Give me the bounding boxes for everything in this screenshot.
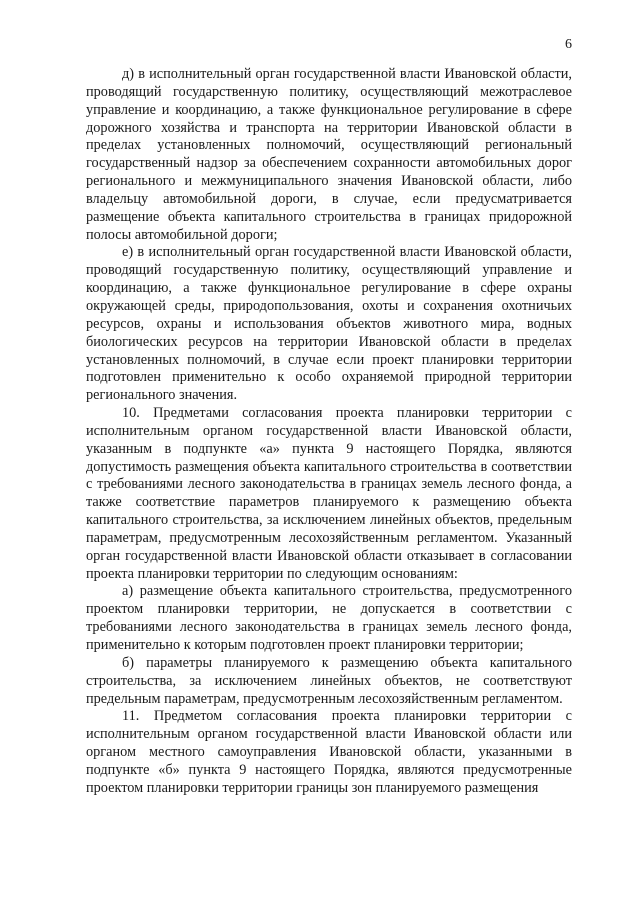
paragraph-10: 10. Предметами согласования проекта планировки территории с исполнительным органом государственной власти Ивановской области, указанным в подпункте «а» пункта 9 настоящего Порядка, являются допустимость размещения объекта капитального строительства в соответствии с требованиями лесного законодательства в границах земель лесного фонда, а также соответствие параметров планируемого к размещению объекта капитального строительства, за исключением линейных объектов, предельным параметрам, предусмотренным лесохозяйственным регламентом. Указанный орган государственной власти Ивановской области отказывает в согласовании проекта планировки территории по следующим основаниям:: [86, 405, 572, 582]
paragraph-10-b: б) параметры планируемого к размещению объекта капитального строительства, за исключением линейных объектов, не соответствуют предельным параметрам, предусмотренным лесохозяйственным регламентом.: [86, 654, 572, 707]
page-number: 6: [565, 37, 572, 52]
paragraph-d: д) в исполнительный орган государственной власти Ивановской области, проводящий государственную политику, осуществляющий межотраслевое управление и координацию, а также функциональное регулирование в сфере дорожного хозяйства и транспорта на территории Ивановской области в пределах установленных полномочий, осуществляющий региональный государственный надзор за обеспечением сохранности автомобильных дорог регионального и межмуниципального значения Ивановской области, либо владельцу автомобильной дороги, в случае, если предусматривается размещение объекта капитального строительства в границах придорожной полосы автомобильной дороги;: [86, 66, 572, 243]
paragraph-e: е) в исполнительный орган государственной власти Ивановской области, проводящий государственную политику, осуществляющий управление и координацию, а также функциональное регулирование в сфере охраны окружающей среды, природопользования, охоты и сохранения охотничьих ресурсов, охраны и использования объектов животного мира, водных биологических ресурсов на территории Ивановской области в пределах установленных полномочий, в случае если проект планировки территории подготовлен применительно к особо охраняемой природной территории регионального значения.: [86, 244, 572, 404]
paragraph-11: 11. Предметом согласования проекта планировки территории с исполнительным органом государственной власти Ивановской области или органом местного самоуправления Ивановской области, указанными в подпункте «б» пункта 9 настоящего Порядка, являются предусмотренные проектом планировки территории границы зон планируемого размещения: [86, 708, 572, 796]
document-body: [86, 66, 572, 798]
paragraph-10-a: а) размещение объекта капитального строительства, предусмотренного проектом планировки территории, не допускается в соответствии с требованиями лесного законодательства в границах земель лесного фонда, применительно к которым подготовлен проект планировки территории;: [86, 583, 572, 653]
